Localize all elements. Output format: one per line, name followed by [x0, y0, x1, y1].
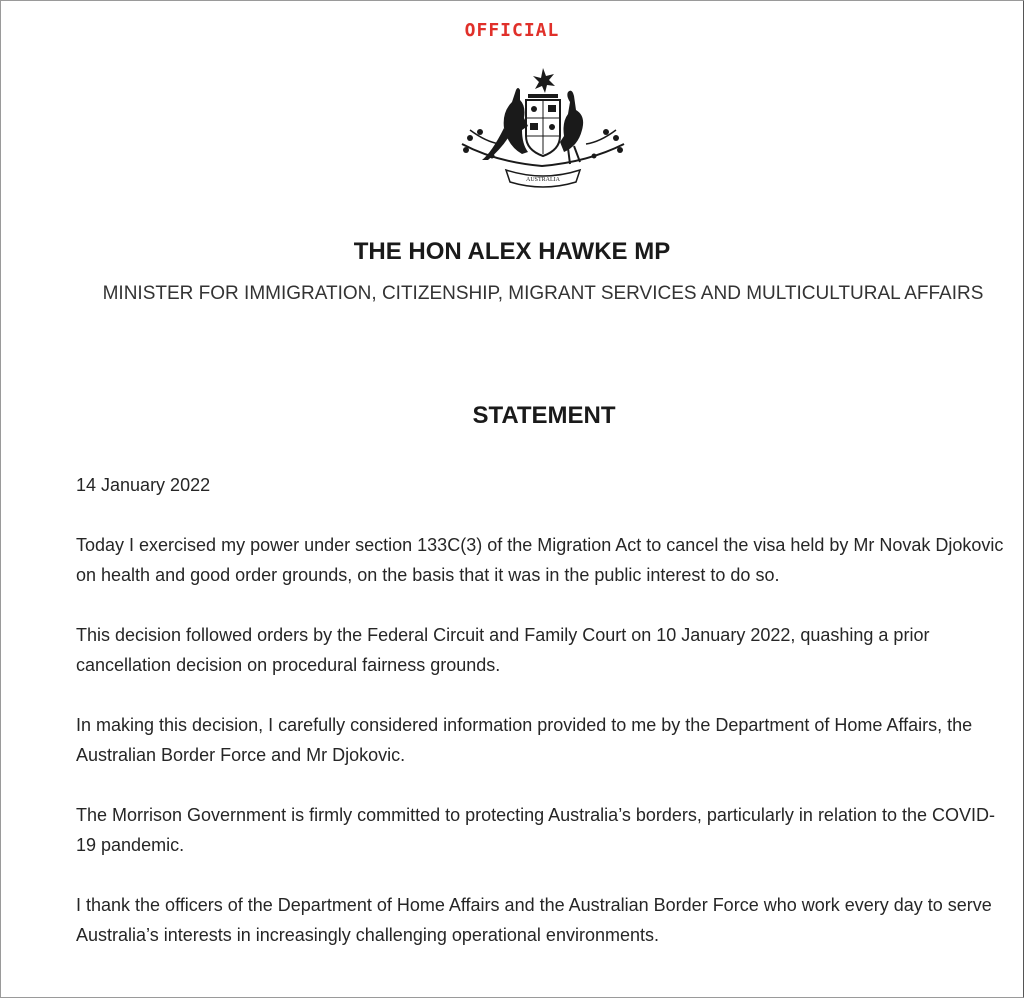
statement-paragraph: This decision followed orders by the Federal Circuit and Family Court on 10 January 2022, quashing a prior cancellation decision on procedural fairness grounds. [76, 625, 930, 675]
document-type-heading: STATEMENT [472, 402, 616, 429]
statement-paragraph: Today I exercised my power under section 133C(3) of the Migration Act to cancel the visa held by Mr Novak Djokovic on health and good order grounds, on the basis that it was in the public interest to do so. [76, 535, 1004, 585]
statement-paragraph: The Morrison Government is firmly committed to protecting Australia’s borders, particularly in relation to the COVID-19 pandemic. [76, 805, 996, 855]
statement-paragraph: In making this decision, I carefully considered information provided to me by the Department of Home Affairs, the Australian Border Force and Mr Djokovic. [76, 715, 973, 765]
classification-marking: OFFICIAL [464, 20, 560, 41]
statement-date: 14 January 2022 [76, 475, 211, 495]
statement-paragraph: I thank the officers of the Department of Home Affairs and the Australian Border Force who work every day to serve Australia’s interests in increasingly challenging operational environments. [76, 895, 992, 945]
minister-name: THE HON ALEX HAWKE MP [353, 238, 671, 265]
minister-portfolio: MINISTER FOR IMMIGRATION, CITIZENSHIP, MIGRANT SERVICES AND MULTICULTURAL AFFAIRS [102, 283, 984, 304]
australian-coat-of-arms-icon [456, 66, 630, 194]
crest-motto: AUSTRALIA [526, 177, 560, 183]
statement-body [76, 470, 1008, 980]
